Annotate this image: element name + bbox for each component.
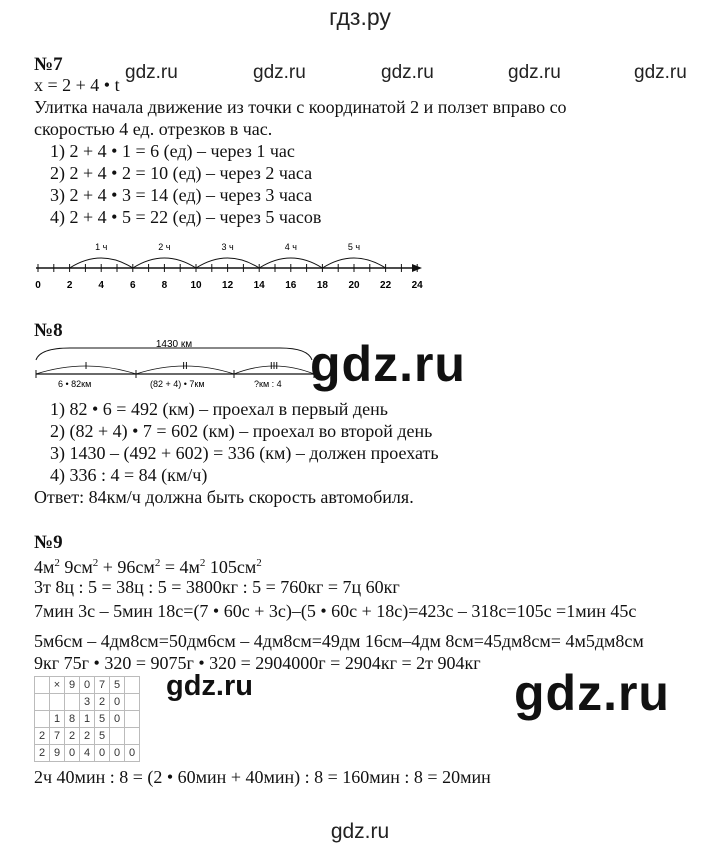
multiplication-cell: 8 <box>65 711 80 728</box>
multiplication-cell: 1 <box>80 711 95 728</box>
total-label: 1430 км <box>155 339 193 350</box>
multiplication-cell <box>110 728 125 745</box>
task-7-step: 2) 2 + 4 • 2 = 10 (ед) – через 2 часа <box>50 163 313 183</box>
multiplication-cell <box>125 677 140 694</box>
number-line-arc-label: 2 ч <box>158 242 171 252</box>
watermark-medium: gdz.ru <box>166 670 253 702</box>
multiplication-cell <box>50 694 65 711</box>
part-label: I <box>84 361 88 372</box>
task-8-step: 1) 82 • 6 = 492 (км) – проехал в первый день <box>50 399 388 419</box>
number-line-label: 6 <box>130 280 136 291</box>
part-label: III <box>269 361 279 372</box>
part-value-label: ?км : 4 <box>254 379 282 389</box>
multiplication-cell: 0 <box>110 694 125 711</box>
multiplication-cell: 0 <box>80 677 95 694</box>
multiplication-cell: 4 <box>80 745 95 762</box>
multiplication-cell <box>125 694 140 711</box>
number-line <box>30 236 430 294</box>
task-7-number: №7 <box>34 54 63 75</box>
watermark-large: gdz.ru <box>514 665 670 721</box>
number-line-label: 8 <box>161 280 168 291</box>
multiplication-cell <box>35 711 50 728</box>
multiplication-cell: 5 <box>110 677 125 694</box>
task-7-text-line: Улитка начала движение из точки с координатой 2 и ползет вправо со <box>34 97 567 117</box>
task-9-line6: 2ч 40мин : 8 = (2 • 60мин + 40мин) : 8 = 160мин : 8 = 20мин <box>34 767 491 787</box>
multiplication-cell: 9 <box>50 745 65 762</box>
multiplication-cell <box>65 694 80 711</box>
multiplication-cell: × <box>50 677 65 694</box>
number-line-arc-label: 4 ч <box>284 242 297 252</box>
task-8-answer: Ответ: 84км/ч должна быть скорость автомобиля. <box>34 487 414 507</box>
task-7-step: 1) 2 + 4 • 1 = 6 (ед) – через 1 час <box>50 141 295 161</box>
task-9-line2: 3т 8ц : 5 = 38ц : 5 = 3800кг : 5 = 760кг = 7ц 60кг <box>34 577 400 597</box>
watermark: gdz.ru <box>508 62 561 83</box>
multiplication-cell: 2 <box>80 728 95 745</box>
number-line-label: 22 <box>380 280 392 291</box>
watermark: gdz.ru <box>125 62 178 83</box>
multiplication-cell <box>125 728 140 745</box>
task-9-line5: 9кг 75г • 320 = 9075г • 320 = 2904000г = 2904кг = 2т 904кг <box>34 653 481 673</box>
number-line-label: 14 <box>253 280 265 291</box>
segment-diagram <box>30 338 320 390</box>
number-line-label: 20 <box>348 280 360 291</box>
multiplication-cell <box>35 677 50 694</box>
multiplication-cell: 7 <box>50 728 65 745</box>
number-line-arc-label: 5 ч <box>347 242 361 252</box>
watermark-large: gdz.ru <box>310 336 466 392</box>
multiplication-cell: 3 <box>80 694 95 711</box>
multiplication-cell: 5 <box>95 711 110 728</box>
multiplication-cell <box>125 711 140 728</box>
number-line-label: 2 <box>66 280 73 291</box>
multiplication-cell: 5 <box>95 728 110 745</box>
number-line-label: 24 <box>411 280 423 291</box>
multiplication-row <box>35 745 140 762</box>
part-label: II <box>182 361 188 372</box>
multiplication-cell: 2 <box>35 728 50 745</box>
watermark: gdz.ru <box>381 62 434 83</box>
multiplication-cell: 9 <box>65 677 80 694</box>
multiplication-row <box>35 694 140 711</box>
multiplication-cell: 2 <box>65 728 80 745</box>
number-line-label: 10 <box>190 280 202 291</box>
watermark: gdz.ru <box>634 62 687 83</box>
multiplication-cell: 0 <box>65 745 80 762</box>
task-9-line3: 7мин 3с – 5мин 18с=(7 • 60с + 3с)–(5 • 60с + 18с)=423с – 318с=105с =1мин 45с <box>34 601 637 621</box>
multiplication-cell: 7 <box>95 677 110 694</box>
multiplication-row <box>35 711 140 728</box>
number-line-label: 16 <box>285 280 297 291</box>
multiplication-cell: 2 <box>35 745 50 762</box>
multiplication-cell: 0 <box>110 711 125 728</box>
task-8-step: 2) (82 + 4) • 7 = 602 (км) – проехал во второй день <box>50 421 433 441</box>
number-line-label: 0 <box>35 280 41 291</box>
task-7-text-line: скоростью 4 ед. отрезков в час. <box>34 119 273 139</box>
task-7-step: 3) 2 + 4 • 3 = 14 (ед) – через 3 часа <box>50 185 313 205</box>
part-value-label: 6 • 82км <box>58 379 92 389</box>
multiplication-cell: 1 <box>50 711 65 728</box>
watermark: gdz.ru <box>253 62 306 83</box>
task-8-step: 4) 336 : 4 = 84 (км/ч) <box>50 465 208 485</box>
multiplication-cell: 0 <box>95 745 110 762</box>
multiplication-table <box>34 676 140 762</box>
number-line-axis <box>36 264 422 272</box>
multiplication-row <box>35 728 140 745</box>
number-line-label: 4 <box>98 280 104 291</box>
task-9-number: №9 <box>34 532 63 553</box>
multiplication-cell <box>35 694 50 711</box>
task-7-step: 4) 2 + 4 • 5 = 22 (ед) – через 5 часов <box>50 207 322 227</box>
page-header: гдз.ру <box>329 4 391 30</box>
task-9-line4: 5м6см – 4дм8см=50дм6см – 4дм8см=49дм 16см–4дм 8см=45дм8см= 4м5дм8см <box>34 631 644 651</box>
task-9-line1: $4м^2$ $9см^2 + 96см^2 = 4м^2$ $105см^2$ <box>34 557 262 577</box>
task-7-formula: x = 2 + 4 • t <box>34 75 120 95</box>
task-8-number: №8 <box>34 320 63 341</box>
number-line-label: 12 <box>222 280 234 291</box>
footer-watermark: gdz.ru <box>330 820 390 843</box>
number-line-arc-label: 3 ч <box>221 242 234 252</box>
task-8-step: 3) 1430 – (492 + 602) = 336 (км) – должен проехать <box>50 443 439 463</box>
multiplication-cell: 2 <box>95 694 110 711</box>
multiplication-cell: 0 <box>110 745 125 762</box>
number-line-label: 18 <box>316 280 328 291</box>
number-line-arc-label: 1 ч <box>95 242 108 252</box>
multiplication-row <box>35 677 140 694</box>
multiplication-cell: 0 <box>125 745 140 762</box>
part-value-label: (82 + 4) • 7км <box>150 379 205 389</box>
